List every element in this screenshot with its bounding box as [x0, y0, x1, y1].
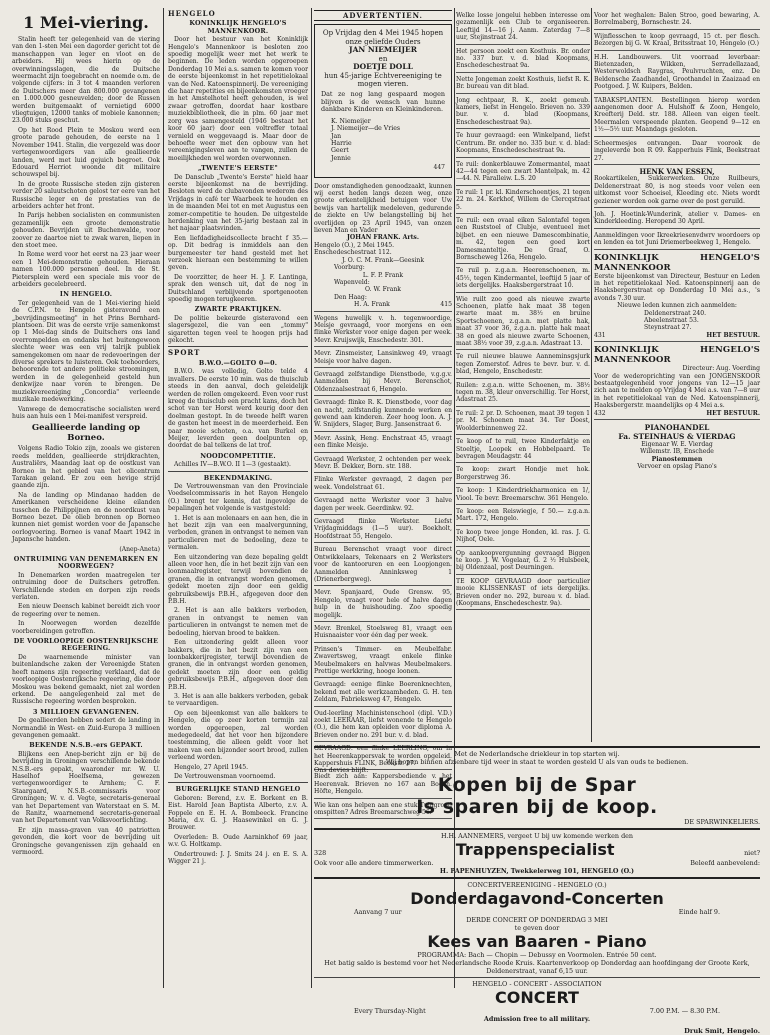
classified-ad: Voor het weghalen: Balen Stroo, goed bewaring, A. Borrelmaberg, Bornschestr. 24. — [594, 10, 760, 30]
classified-ad: Mevr. Zinsmeister, Lansinkweg 49, vraagt Meisje voor halve dagen. — [314, 348, 452, 368]
ad-number: 432 — [594, 409, 606, 417]
classified-ad: Flinke Werkster gevraagd, 2 dagen per week. Vondelstraat 61. — [314, 474, 452, 494]
classified-ad: Het persoon zoekt een Kosthuis. Br. onder no. 337 bur. v. d. blad Koopmans, Enschedeschestraat 9a. — [456, 46, 590, 73]
ad-text: L. F. P. Frank — [362, 271, 404, 279]
article-paragraph: In Noorwegen worden dezelfde voorbereidingen getroffen. — [12, 620, 160, 635]
article-paragraph: In Rome werd voor het eerst na 23 jaar weer een 1 Mei-demonstratie gehouden. Hieraan namen 100.000 personen deel. In de St. Pietersplein werd een speciale mis voor de arbeiders gecelebreerd. — [12, 251, 160, 288]
ad-text: Aanvang 7 uur — [354, 908, 402, 916]
classified-ad: Wie kan ons helpen aan ene stuk Tuingrond omspitten? Adres Breemarschweg 56. — [314, 800, 452, 820]
subheading: NOODCOMPETITIE. — [200, 451, 276, 460]
divider — [314, 977, 760, 978]
classified-ad: Ruilen: z.g.a.n. witte Schoenen, m. 38½ tegen m. 38, kleur onverschillig. Ter Horst, Adastraat 25. — [456, 380, 590, 407]
anniversary-ad — [314, 24, 452, 177]
article-paragraph: Een uitzondering geldt alleen voor bakkers, die in het bezit zijn van een loonbakkerijregister, terwijl bovendien de granen, die in ontvangst worden genomen, gedekt moeten zijn door een geldig gebruiksbewijs P.B.H., afgegeven door den P.B.H. — [168, 639, 308, 691]
divider — [168, 346, 308, 347]
classified-ad: Gevraagd: eenige flinke Boerenknechten, bekend met alle werkzaamheden. G. H. ten Zeldam, Fabrieksweg 47, Hengelo. — [314, 679, 452, 706]
classified-ad: Te koop: zwart Hondje met hok. Borgerstrweg 36. — [456, 464, 590, 484]
divider — [168, 471, 308, 472]
classified-list — [456, 10, 590, 610]
classified-ad: Nette Jongeman zoekt Kosthuis, liefst R. K. Br. bureau van dit blad. — [456, 74, 590, 94]
classified-ad: Wegens huwelijk v. h. tegenwoordige, Meisje gevraagd, voor morgens en een flinke Werkster voor enige dagen per week. Mevr. Kruijswijk, Enschedestr. 301. — [314, 313, 452, 348]
article-paragraph: Een liefdadigheidscollecte bracht f 35.— op. Dit bedrag is inmiddels aan den burgemeester ter hand gesteld met het verzoek hieraan een bestemming te willen geven. — [168, 234, 308, 272]
ad-text: Every Thursday-Night — [354, 1007, 426, 1015]
ad-text: CONCERTVEREENIGING - HENGELO (O.) — [467, 881, 607, 889]
article-paragraph: Er zijn massa-graven van 40 patriotten gevonden, die kort voor de bevrijding uit Groningsche gevangenissen zijn gehaald en vermoord. — [12, 826, 160, 857]
ad-number: 447 — [433, 164, 445, 172]
ad-text: Pianostemmen — [651, 455, 703, 463]
subheading: BEKENDMAKING. — [203, 473, 273, 482]
classified-ad: Te ruil: donkerblauwe Zomermantel, maat 42—44 tegen een zwart Mantelpak, m. 42—44. N. Paralleiw. L.S. 20 — [456, 159, 590, 186]
subheading: KONINKLIJK HENGELO'S MANNENKOOR. — [189, 19, 287, 35]
classified-ad: Jong echtpaar, R. K., zoekt gemeub. kamers, liefst in Hengelo. Brieven no. 339 bur. v. d. blad (Koopmans, Enschedeschestraat 9a). — [456, 95, 590, 130]
classified-ad: Welke losse jongelui hebben interesse om gezamenlijk een Club te organiseeren. Leeftijd 14—16 j. Aanm. Zaterdag 7—8 uur, Stejinstraat 24. — [456, 10, 590, 45]
ad-text: Admission free to all military. — [483, 1015, 591, 1023]
classified-ad: Te ruil nieuwe blauwe Aanneminsgsjurk tegen Zomerstof. Adres te bevr. bur. v. d. blad, Hengelo, Enschedestr. — [456, 351, 590, 378]
article-paragraph: Hengelo, 27 April 1945. — [174, 763, 249, 771]
classified-ad: Gevraagd zelfstandige Dienstbode, v.g.g.v. Aanmelden bij Mevr. Berenschot, Oldenzaalsestraat 6, Hengelo. — [314, 369, 452, 396]
article-paragraph: Een nieuw Deensch kabinet bereidt zich voor de regeering over te nemen. — [12, 603, 160, 618]
ad-number: 328 — [314, 849, 327, 857]
classified-ad: GEVRAAGD: een flinke LEERLING, om in het Heerenkappersvak te worden opgeleid. Kappershuis FLINK, Beekstr. 27. — [314, 743, 452, 770]
ad-text: Enschedeschestraat 112. — [314, 249, 392, 257]
van-essen-ad — [594, 166, 760, 208]
classified-list — [594, 10, 760, 165]
classified-ad: Biedt zich aan: Kappersbediende v. het Heerenvak. Brieven no 167 aan Boekh. Höfte, Hengelo. — [314, 771, 452, 798]
article-paragraph: In Parijs hebben socialisten en communisten gezamenlijk een groote demonstratie gehouden. Bevrijden uit Buchenwalde, voor zoover ze daartoe niet te zwak waren, liepen in den stoet mee. — [12, 212, 160, 249]
article-paragraph: Volgens Radio Tokio zijn, zooals we gisteren reeds meldden, geallieerde strijdkrachten, Australiërs, Maandag laat op de oostkust van Borneo in het gebied van het olicentrum Tarakan geland. Er zou een hevige strijd gaande zijn. — [12, 445, 160, 490]
ad-text: en — [378, 54, 388, 63]
printer-imprint: Druk Smit, Hengelo. — [684, 1027, 760, 1035]
list-item: Steynstraat 27. — [644, 324, 692, 332]
ad-name: JOHAN FRANK. Arts. — [347, 234, 419, 242]
trappenspecialist-title: Trappenspecialist — [455, 840, 615, 859]
ad-heading: HENK VAN ESSEN, — [639, 166, 715, 176]
bottom-ad-band — [314, 744, 760, 1035]
ad-text: niet? — [744, 849, 760, 857]
ad-text: DERDE CONCERT OP DONDERDAG 3 MEI — [466, 916, 608, 924]
section-header: ADVERTENTIEN. — [314, 10, 452, 21]
ad-text: Eigenaar W. E. Vierdag — [641, 441, 713, 449]
article-paragraph: De Dansclub „Twente's Eerste" hield haar eerste bijeenkomst na de bevrijding. Besloten werd de clubavonden wederom des Vrijdags in café ter Waarbeek te houden en in de maanden Mei tot en met Augustus een zomer-competitie te houden. De uitgestelde herdenking van het 35-jarig bestaan zal in het najaar plaatsvinden. — [168, 173, 308, 233]
ad-text: te geven door — [514, 924, 560, 932]
ad-name: JAN NIEMEIJER — [349, 45, 417, 55]
news-source: (Aneр-Aneta) — [119, 545, 160, 553]
article-paragraph: In Denemarken worden maatregelen ter ontruiming door de Duitschers getroffen. Verschillende steden en dorpen zijn reeds verlaten. — [12, 571, 160, 602]
ad-text: Voorburg: — [334, 264, 365, 272]
article-paragraph: De waarnemende minister van buitenlandsche zaken der Vereenigde Staten heeft namens zijn regeering verklaard, dat de voorloopige Oostenrijksche regeering, die door Moskou was bekend gemaakt, niet zal worden erkend. De aangelegenheid zal met de Russische regeering worden besproken. — [12, 653, 160, 706]
ad-text: Rookartikelen, Sukkerwerken. Onze Ruilbeurs, Deldenerstraat 80, is nog steeds voor velen een uitkomst voor Schoeisel, Kleeding etc. Niets wordt geziener worden ook garne over de post geruild. — [594, 175, 760, 205]
ad-text: 7.00 P.M. — 8.30 P.M. — [649, 1007, 720, 1015]
section-header: SPORT — [168, 348, 201, 358]
list-item: Geert — [331, 147, 349, 155]
classified-ad: TABAKSPLANTEN. Bestellingen hierop worden aangenomen door A. Hulshoff & Zoon, Hengelo, Kreefterij Deld. str. 188. Alleen van eigen teelt. Meermalen verspeende planten. Geopend 9—12 en 1½—5½ uur. Maandags gesloten. — [594, 95, 760, 137]
ads-column-3 — [594, 10, 760, 742]
ad-text: Het batig saldo is bestemd voor het Nederlandsche Roode Kruis. Kaartenverkoop op Donderdag aan hoofdingang der Groote Kerk, Deldenerstraat, vanaf 6,15 uur. — [324, 959, 750, 975]
classified-ad: Wie ruilt zoo goed als nieuwe zwarte Schoenen, platte hak maat 38 tegen zwarte maat m. 38½ en bruine Sportschoenen, z.g.a.n. met platte hak, maat 37 voor 36, z.g.a.n. platte hak maat 38 en goed als nieuwe zwarte Schoenen, maat 38½ voor 39, z.g.a.n. Adastraat 13. — [456, 294, 590, 351]
thank-you-ad — [314, 181, 452, 312]
classified-ad: Te ruil: 1 pr. kl. Kinderschoentjes, 21 tegen 22 m. 24. Kerkhof, Willem de Clercqstraat 5. — [456, 187, 590, 214]
column-rule — [591, 8, 592, 742]
article-paragraph: Op een bijeenkomst van alle bakkers te Hengelo, die op zeer korten termijn zal worden opgeroepen, zal worden medegedeeld, dat het voor hen bijzondere toestemming, die alleen geldt voor het maken van een bijzonder soort brood, zullen verleend worden. — [168, 709, 308, 762]
article-paragraph: De Vertrouwensman van den Provinciale Voedselcommissaris in het Rayon Hengelo (O.) brengt ter kennis, dat ingevolge de bepalingen het volgende is vastgesteld: — [168, 482, 308, 513]
performer-name: Kees van Baaren - Piano — [427, 932, 647, 951]
list-item: Abeelenstraat 53. — [644, 317, 699, 324]
concert-title: Donderdagavond-Concerten — [410, 889, 664, 908]
headline-mei-viering: 1 Mei-viering. — [23, 13, 149, 32]
classified-ad: H.H. Landbouwers. Uit voorraad leverbaar: Bietenzaden, Wikken, Serradellazaad, Westerwoldsch Raygras, Peulvruchten, enz. De Beldensche Zaadhandel, Groothandel in Zaaizaad en Pootgoed. J. W. Kuipers, Belden. — [594, 52, 760, 94]
ad-text: Vervoer en opslag Piano's — [637, 463, 717, 471]
ad-heading: KONINKLIJK HENGELO'S MANNENKOOR — [594, 345, 760, 366]
section-header: HENGELO — [168, 9, 216, 18]
news-column-1 — [12, 10, 160, 988]
list-item: Harrie — [331, 139, 352, 147]
column-rule — [311, 8, 312, 988]
ad-text: Beleefd aanbevelend: — [690, 859, 760, 867]
family-names — [331, 118, 445, 162]
article-paragraph: Stalin heeft ter gelegenheid van de viering van den 1-sten Mei een dagorder gericht tot de manschappen van leger en vloot en de arbeiders. Hij wees hierin op de overwinningsslagen, die de Duitsche weermacht zijn toegebracht en noemde o.m. de volgende cijfers: in 3 tot 4 maanden verloren de Duitschers meer dan 800.000 gevangenen en 1.000.000 gesneuvelden; door de Russen werden buitgemaakt of vernietigd 6000 vliegtuigen, 12000 tanks of mobiele kanonnen; 23.000 stuks geschut. — [12, 36, 160, 125]
list-item: Jan — [331, 132, 342, 140]
classified-ad: Te ruil: een ovaal eiken Salontafel tegen een Ruststoel of Clubje, eventueel met bijbet. en een nieuwe Damescombinatie, m. 42, tegen een goed kort Damesmanteltje. De Graaf, O. Bornscheweg 126a, Hengelo. — [456, 215, 590, 264]
article-paragraph: Door het bestuur van het Koninklijk Hengelo's Mannenkoor is besloten zoo spoedig mogelijk weer met het werk te beginnen. De leden worden opgeroepen Donderdag 10 Mei a.s. samen te komen voor de eerste bijeenkomst in het repetitielokaal van de Ned. Katoenspinnerij. De vereeniging die haar repetities en bijeenkomsten vroeger in het Amstelhotel heeft gehouden, is wel zwaar getroffen, doordat haar kostbare muziekbibliotheek, die in plm. 60 jaar met zorg was samengesteld (1946 bestaat het koor 60 jaar) door een voltreffer totaal vernield en weggevaagd is. Maar door de behoefte weer met den opbouw van het vereenigingsleven aan te vangen, zullen de moeilijkheden wel worden overwonnen. — [168, 36, 308, 162]
article-paragraph: De politie bekeurde gisteravond een slagersgezel, die van een „tommy" sigaretten tegen veel te hoogen prijs had gekocht. — [168, 314, 308, 345]
classified-ad: Gevraagd nette Werkster voor 3 halve dagen per week. Geerdinkw. 92. — [314, 495, 452, 515]
headline-borneo: Geallieerde landing op Borneo. — [31, 423, 141, 444]
spar-slogan-line-2: Is sparen bij de koop. — [416, 796, 658, 818]
ad-text: H. PAPENHUYZEN, Twekkelerweg 101, HENGELO (O.) — [439, 867, 635, 875]
article-paragraph: Blijkens een Aneр-bericht zijn er bij de bevrijding in Groningen verschillende bekende N.S.B.-ers gepakt, waaronder mr. W. U. Haselhof Hoelfsema, gewezen vertegenwoordiger te Arnhem; C. F. Staargaard, N.S.B.-commissaris voor Groningen; W. v. d. Vegte, secretaris-generaal van het Departement van Waterstaat en S. M. de Ranitz, waarnemend secretaris-generaal van het Departement van Volksvoorlichting. — [12, 750, 160, 825]
subheading: „TWENTE'S EERSTE" — [198, 164, 278, 173]
classified-ad: Scheermesjes ontvangen. Daar voorook de ingeleverde bon R 09. Kapperhuis Flink, Beekstraat 27. — [594, 138, 760, 165]
ad-number: 431 — [594, 331, 606, 339]
ad-text: Wij hopen binnen afzienbare tijd weer in staat te worden gesteld U als van ouds te bedienen. — [385, 758, 689, 766]
subheading: IN HENGELO. — [59, 290, 113, 299]
ad-text: Nieuwe leden kunnen zich aanmelden: — [617, 302, 737, 310]
article-paragraph: 2. Het is aan alle bakkers verboden, granen in ontvangst te nemen van particulieren in ontvangst te nemen met de bedoeling, hiervan brood te bakken. — [168, 607, 308, 637]
subheading: DE VOORLOOPIGE OOSTENRIJKSCHE REGEERING. — [13, 637, 159, 653]
ad-text: HENGELO - CONCERT - ASSOCIATION — [472, 980, 602, 988]
divider — [314, 746, 760, 748]
concert-word: CONCERT — [495, 988, 579, 1007]
subheading: BEKENDE N.S.B.-ers GEPAKT. — [29, 741, 143, 750]
classified-ad: TE KOOP GEVRAAGD door particulier mooie KLISSENKAST of iets dergelijks. Brieven onder no. 292, bureau v. d. blad. (Koopmans, Enschedeschestr. 9a). — [456, 576, 590, 611]
ad-text: O. W. Frank — [365, 286, 401, 294]
article-paragraph: B.W.O. was volledig, Golto telde 4 invallers. De eerste 10 min. was de thuisclub steeds in den aanval, doch geleidelijk werden de rollen omgekeerd. Even voor rust kreeg de thuisclub een pracht kans, doch het schot van ter Horst werd keurig door den doelman gestopt. In de tweede helft waren de gasten het meest in de meerderheid. Een paar mooie schoten, o.a. van Burkel en Meijer, leverden geen doelpunten op, doordat de bal telkens de lat trof. — [168, 368, 308, 450]
article-paragraph: De Vertrouwensman voornoemd. — [174, 773, 276, 780]
address-list — [594, 310, 760, 332]
classified-ad: Gevraagd Werkster, 2 ochtenden per week. Mevr. B. Dekker, Born. str. 188. — [314, 454, 452, 474]
subheading: 3 MILLIOEN GEVANGENEN. — [33, 707, 139, 716]
article-paragraph: Vanwege de democratische socialisten werd huis aan huis een 1 Mei-manifest verspreid. — [12, 405, 160, 420]
ad-text: Op Vrijdag den 4 Mei 1945 hopen onze geliefde Ouders — [322, 29, 444, 46]
column-rule — [163, 8, 164, 988]
classified-ad: Gevraagd flinke Werkster. Liefst Vrijdagmiddags (1—5 uur). Boekholt, Hoofdstraat 55, Hengelo. — [314, 516, 452, 543]
ad-signature: DE SPARWINKELIERS. — [684, 818, 760, 826]
classified-ad: Mevr. Brenkel, Stoelsweg 81, vraagt een Huisnaaister voor één dag per week. — [314, 623, 452, 643]
classified-ad: Mevr. Spanjaard, Oude Grensw. 95, Hengelo, vraagt voor hele of halve dagen hulp in de huishouding. Zoo spoedig mogelijk. — [314, 587, 452, 622]
ad-heading: KONINKLIJK HENGELO'S MANNENKOOR — [594, 252, 760, 273]
subheading: ZWARTE PRAKTIJKEN. — [194, 305, 282, 314]
list-item: Deldenerstraat 240. — [644, 309, 707, 317]
news-column-2 — [168, 10, 308, 988]
ad-heading: PIANOHANDEL — [644, 423, 710, 433]
ad-text: Ook voor alle andere timmerwerken. — [314, 859, 434, 867]
ad-name: DOETJE DOLL — [353, 62, 413, 72]
ad-text: H. A. Frank — [354, 301, 390, 309]
jongenskoor-ad — [594, 343, 760, 420]
classified-ad: Mevr. Assink, Heng. Enchstraat 45, vraagt een flinke Meisje. — [314, 433, 452, 453]
ad-text: Dat ze nog lang gespaard mogen blijven is de wensch van hunne dankbare Kinderen en Kleinkinderen. — [321, 89, 445, 114]
spar-slogan-line-1: Kopen bij de Spar — [437, 774, 637, 796]
ad-heading: Fa. STEINHAUS & VIERDAG — [618, 432, 736, 442]
article-paragraph: De voorzitter, de heer H. J. F. Lantinga, sprak den wensch uit, dat de nog in Duitschland verblijvende sportgenooten spoedig mogen terugkeeren. — [168, 273, 308, 304]
ad-text: Willemstr. IB, Enschede — [640, 448, 714, 456]
subheading: B.W.O.—GOLTO 0—0. — [198, 358, 278, 367]
ad-text: Directeur: Aug. Voerding — [682, 365, 760, 373]
ad-text: Wapenveld: — [334, 278, 370, 286]
article-paragraph: Ter gelegenheid van de 1 Mei-viering hield de C.P.N. te Hengelo gisteravond een „bevrijdingsmeeting" in het Prins Bernhard-plantsoen. Dit was de eerste vrije samenkomst op 1 Mei-dag sinds de Duitschers ons land overrompelden en ondanks het buitengewoon slechte weer was een vrij talrijk publiek samengekomen om naar de redevoeringen der diverse sprekers te luisteren. Ook toehoorders, behoorende tot andere politieke stroomingen, werden in de gelegenheid gesteld hun denkwijze naar voren te brengen. De muziekvereeniging „Concordia" verleende muzikale medewerking. — [12, 299, 160, 404]
ad-text: Door omstandigheden genoodzaakt, kunnen wij eerst heden langs dezen weg, onze groote erkentelijkheid betuigen voor Uw bewijs van hartelijk medeleven, gedurende de ziekte en Uw belangstelling bij het overlijden op 23 April 1945, van onzen lieven Man en Vader — [314, 182, 452, 235]
list-item: K. Niemeijer — [331, 117, 371, 125]
classified-ad: Op aankoopvergunning gevraagd Biggen te koop. J. W. Vogelaar, G. 2 ½ Hulsbeek, bij Oldenzaal, post Deurningen. — [456, 548, 590, 575]
article-paragraph: Overleden: B. Oude Aarninkhof 69 jaar, w.v. G. Holtkamp. — [168, 833, 308, 849]
subheading: BURGERLIJKE STAND HENGELO — [175, 785, 301, 794]
ad-text: Ons devies blijft: — [314, 766, 369, 774]
ad-text: Einde half 9. — [678, 908, 720, 916]
ad-text: hun 45-jarige Echtvereeniging te mogen vieren. — [324, 71, 442, 89]
classified-ad: Te huur gevraagd: een Winkelpand, liefst Centrum. Br. onder no. 335 bur. v. d. blad: Koopmans, Enschedeschestraat 9a. — [456, 130, 590, 157]
list-item: Jennie — [331, 154, 351, 162]
classified-ad: Joh. J. Hoetink-Wunderink, atelier v. Dames- en Kinderkleeding. Heropend 30 April. — [594, 209, 760, 229]
ad-number: 415 — [440, 301, 452, 309]
divider — [314, 877, 760, 879]
ad-text: Voor de wederoprichting van een JONGENSKOOR bestaatgelegenheid voor jongens van 12—15 jaar zich aan te melden op Vrijdag 4 Mei a.s. van 7—8 uur in het repetitielokaal van de Ned. Katoenspinnerij, Haaksbergerstr. maandelijks op 4 Mei a.s. — [594, 372, 760, 410]
ad-text: Eerste bijeenkomst van Directeur, Bestuur en Leden in het repetitielokaal Ned. Katoenspinnerij aan de Haaksbergerstraat op Donderdag 10 Mei a.s., 's avonds 7.30 uur. — [594, 272, 760, 302]
ad-text: Den Haag: — [334, 293, 367, 301]
article-paragraph: 3. Het is aan alle bakkers verboden, gebak te vervaardigen. — [168, 692, 308, 708]
mannenkoor-ad — [594, 251, 760, 343]
ad-text: Met de Nederlandsche driekleur in top starten wij. — [454, 750, 620, 758]
divider — [168, 782, 308, 783]
classified-ad: Bureau Berenschot vraagt voor direct Ontwikkelaars, Tekenaars en 2 Werksters voor de kantooruren en een Loopjongen. Aanmelden Anninksweg 1 (Drienerbergweg). — [314, 544, 452, 586]
classified-ad: Gevraagd: flinke R. K. Dienstbode, voor dag en nacht, zelfstandig kunnende werken en gewend aan kinderen. Zeer hoog loon. A. J. W. Snijders, Slager, Burg. Jansenstraat 6. — [314, 397, 452, 432]
classified-ad: Aanmeldingen voor Ikreekriesenvdwrv woordoers op en lenden ea tot Juni Driemerbeekweg 1, Hengelo. — [594, 230, 760, 250]
classified-ad: Te koop twee jonge Honden, kl. ras. J. G. Nijhof, Oele. — [456, 527, 590, 547]
article-paragraph: Achilles IV—B.W.O. II 1—3 (gestaakt). — [174, 461, 291, 469]
subheading: ONTRUIMING VAN DENEMARKEN EN NOORWEGEN? — [13, 555, 159, 571]
article-paragraph: Geboren: Berend, z.v. E. Borkent en B. Eist. Harold Jean Baptista Alberto, z.v. A. Foppele en E. H. A. Bombeeck. Francine Maria, d.v. G. J. Haasewinkel en G. J. Brouwer. — [168, 794, 308, 832]
ad-signature: HET BESTUUR. — [706, 409, 760, 417]
article-paragraph: In de groote Russische steden zijn gisteren verder 20 saluutschoten gelost ter eere van het Russische leger en de prestaties van de arbeiders achter het front. — [12, 180, 160, 210]
ad-text: H.H. AANNEMERS, vergeet U bij uw komende werken den — [440, 832, 634, 840]
article-paragraph: 1. Het is aan molenaars en aan hen, die in het bezit zijn van een maalvergunning, verboden, granen in ontvangst te nemen van particulieren met de bedoeling, deze te vermalen. — [168, 514, 308, 552]
classified-ad: Te ruil: 2 pr. D. Schoenen, maat 39 tegen 1 pr. M. Schoenen maat 34. Ter Doest, Woolderbinnenweg 22. — [456, 408, 590, 435]
divider — [314, 828, 760, 830]
classified-ad: Te koop: 1 Kinderdriekharmonica en 1/, Viool. Te bevr. Breemarschw. 361 Hengelo. — [456, 485, 590, 505]
classified-ad: Te koop: een Reiswiegje, f 50.— z.g.a.n. Mart. 172, Hengelo. — [456, 506, 590, 526]
article-paragraph: Een uitzondering van deze bepaling geldt alleen voor hen, die in het bezit zijn van een loonmaalregister, terwijl bovendien de granen, die in ontvangst worden genomen, gedekt moeten zijn door een geldig gebruiksbewijs P.B.H., afgegeven door den P.B.H. — [168, 553, 308, 606]
piano-ad — [594, 421, 760, 473]
ad-text: PROGRAMMA: Bach — Chopin — Debussy en Voormolen. Entrée 50 cent. — [417, 951, 657, 959]
classified-ad: Oud-leerling Machinistenschool (dipl. V.D.) zoekt LEERAAR, liefst wonende te Hengelo (O.), die hem kan opleiden voor diploma A. Brieven onder no. 291 bur. v. d. blad. — [314, 708, 452, 743]
classified-ad: Prinsen's Timmer- en Meubelfabr. Zwavertsweg, vraagt enkele flinke Meubelmakers en halvwas Meubelmakers. Prettige werkkring, hooge loonen. — [314, 644, 452, 679]
ad-signature: HET BESTUUR. — [706, 331, 760, 339]
article-paragraph: Ondertrouwd: J. J. Smits 24 j. en E. S. A. Wigger 21 j. — [168, 850, 308, 866]
article-paragraph: De geallieerden hebben sedert de landing in Normandië in West- en Zuid-Europa 3 millioen gevangenen gemaakt. — [12, 717, 160, 739]
article-paragraph: Op het Rood Plein te Moskou werd een groote parade gehouden, de eerste na 1 November 1941. Stalin, die vergezeld was door vertegenwoordigers van alle geallieerde landen, werd met luid gejuich begroet. Ook Edouard Herriot woonde dit militaire schouwspel bij. — [12, 126, 160, 179]
ad-text: J. O. C. M. Frank—Geesink — [341, 256, 425, 264]
article-paragraph: Na de landing op Mindanao hadden de Amerikanen verscheidene kleine eilanden tusschen de Philippijnen en de noordkust van Borneo bezet. De olieb bronnen op Borneo kunnen niet gemist worden voor de Japansche oorlogvoering. Borneo is vanaf Maart 1942 in Japansche handen. — [12, 491, 160, 544]
classified-ad: Wijnflesschen te koop gevraagd, 15 ct. per flesch. Bezorgen bij G. W. Kraal, Britsstraat 10, Hengelo (O.) — [594, 31, 760, 51]
ad-text: Hengelo (O.), 2 Mei 1945. — [314, 241, 395, 249]
classified-ad: Te koop of te ruil, twee Kinderfaktje en Stoeltje, Loopek en Hobbelpaard. Te bevragen Meudagstr. 44 — [456, 436, 590, 463]
ads-column-2 — [456, 10, 590, 742]
list-item: J. Niemeijer—de Vries — [331, 125, 401, 133]
classified-ad: Te ruil p. z.g.a.n. Heerenschoenen, m. 45½, tegen Kindermantel, leeftijd 5 jaar of iets dergelijks. Haaksbergerstraat 10. — [456, 265, 590, 292]
